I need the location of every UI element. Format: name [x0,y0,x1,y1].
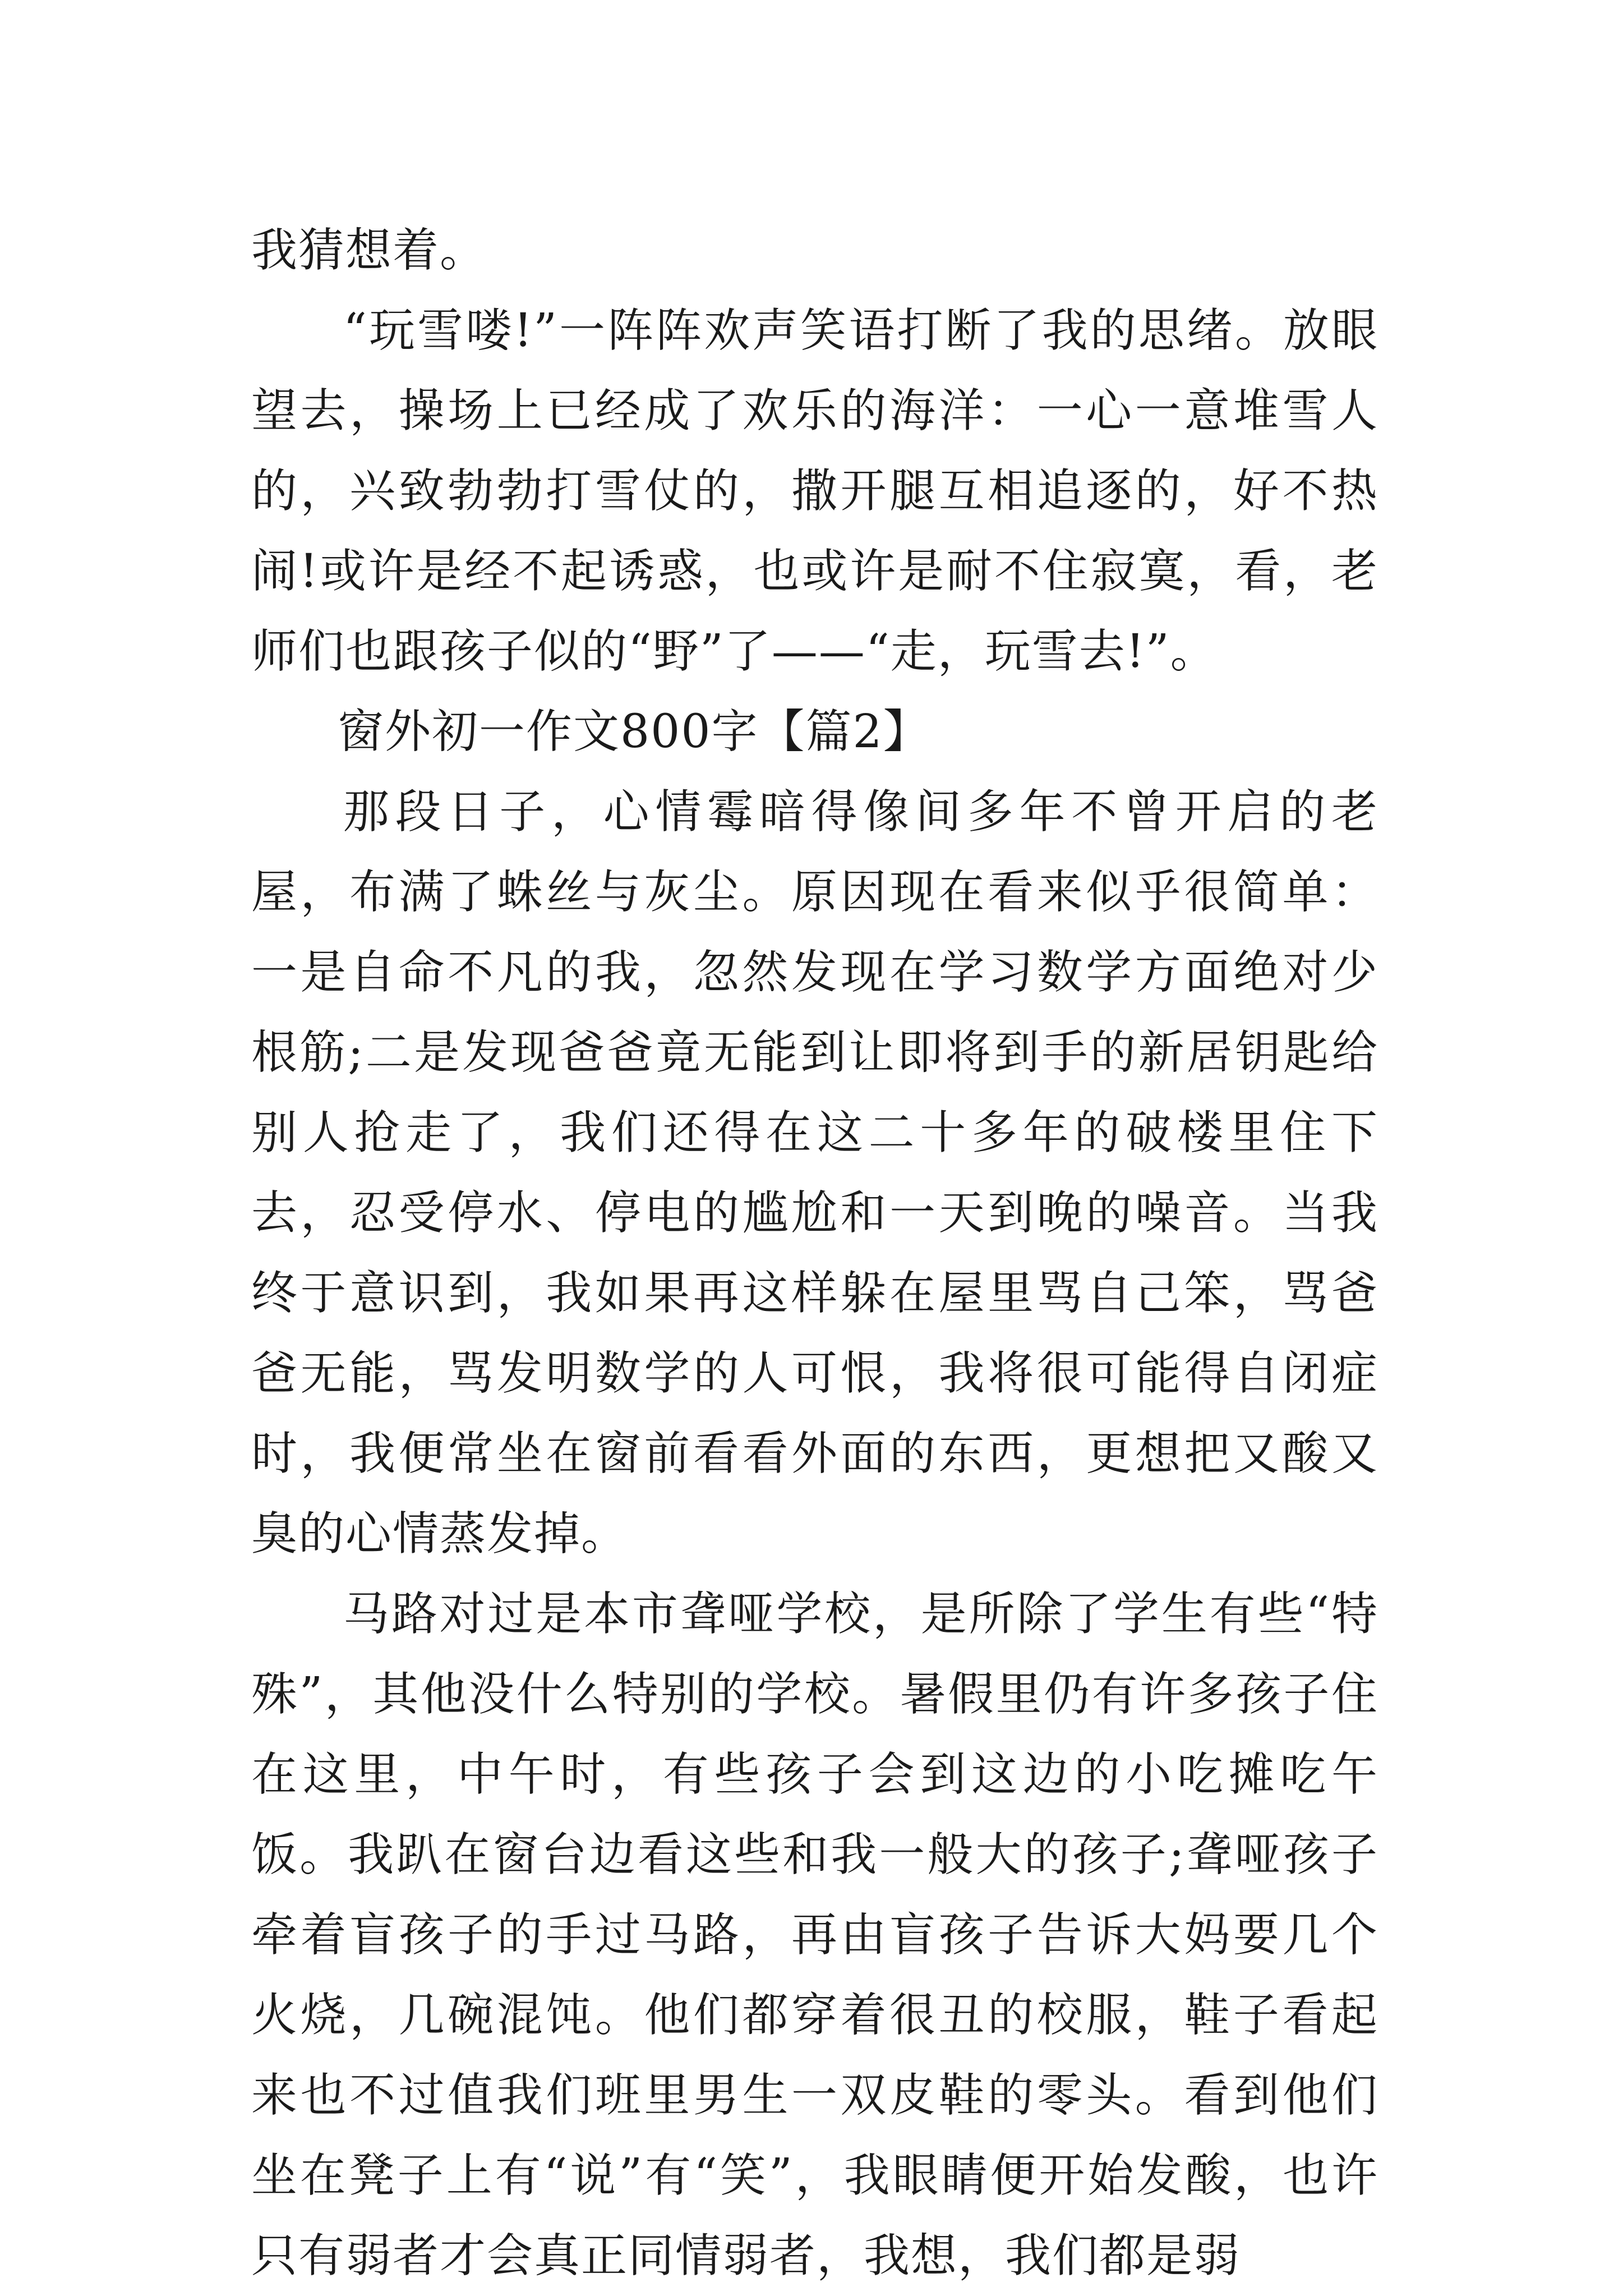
paragraph-continuation: 我猜想着。 [251,224,487,277]
paragraph-deaf-school: 马路对过是本市聋哑学校，是所除了学生有些“特殊”，其他没什么特别的学校。暑假里仍有许多孩子住在这里，中午时，有些孩子会到这边的小吃摊吃午饭。我趴在窗台边看这些和我一般大的孩子;聋哑孩子牵着盲孩子的手过马路，再由盲孩子告诉大妈要几个火烧，几碗混饨。他们都穿着很丑的校服，鞋子看起来也不过值我们班里男生一双皮鞋的零头。看到他们坐在凳子上有“说”有“笑”，我眼睛便开始发酸，也许只有弱者才会真正同情弱者，我想，我们都是弱 [251,1588,1378,2283]
paragraph-gloomy-days: 那段日子，心情霉暗得像间多年不曾开启的老屋，布满了蛛丝与灰尘。原因现在看来似乎很简单：一是自命不凡的我，忽然发现在学习数学方面绝对少根筋;二是发现爸爸竟无能到让即将到手的新居钥匙给别人抢走了，我们还得在这二十多年的破楼里住下去，忍受停水、停电的尴尬和一天到晚的噪音。当我终于意识到，我如果再这样躲在屋里骂自己笨，骂爸爸无能，骂发明数学的人可恨，我将很可能得自闭症时，我便常坐在窗前看看外面的东西，更想把又酸又臭的心情蒸发掉。 [251,785,1378,1561]
paragraph-snow-play: “玩雪喽!”一阵阵欢声笑语打断了我的思绪。放眼望去，操场上已经成了欢乐的海洋：一心一意堆雪人的，兴致勃勃打雪仗的，撒开腿互相追逐的，好不热闹!或许是经不起诱惑，也或许是耐不住寂寞，看，老师们也跟孩子似的“野”了——“走，玩雪去!”。 [251,304,1378,678]
document-body [251,210,1378,2296]
section-heading: 窗外初一作文800字【篇2】 [338,705,930,758]
